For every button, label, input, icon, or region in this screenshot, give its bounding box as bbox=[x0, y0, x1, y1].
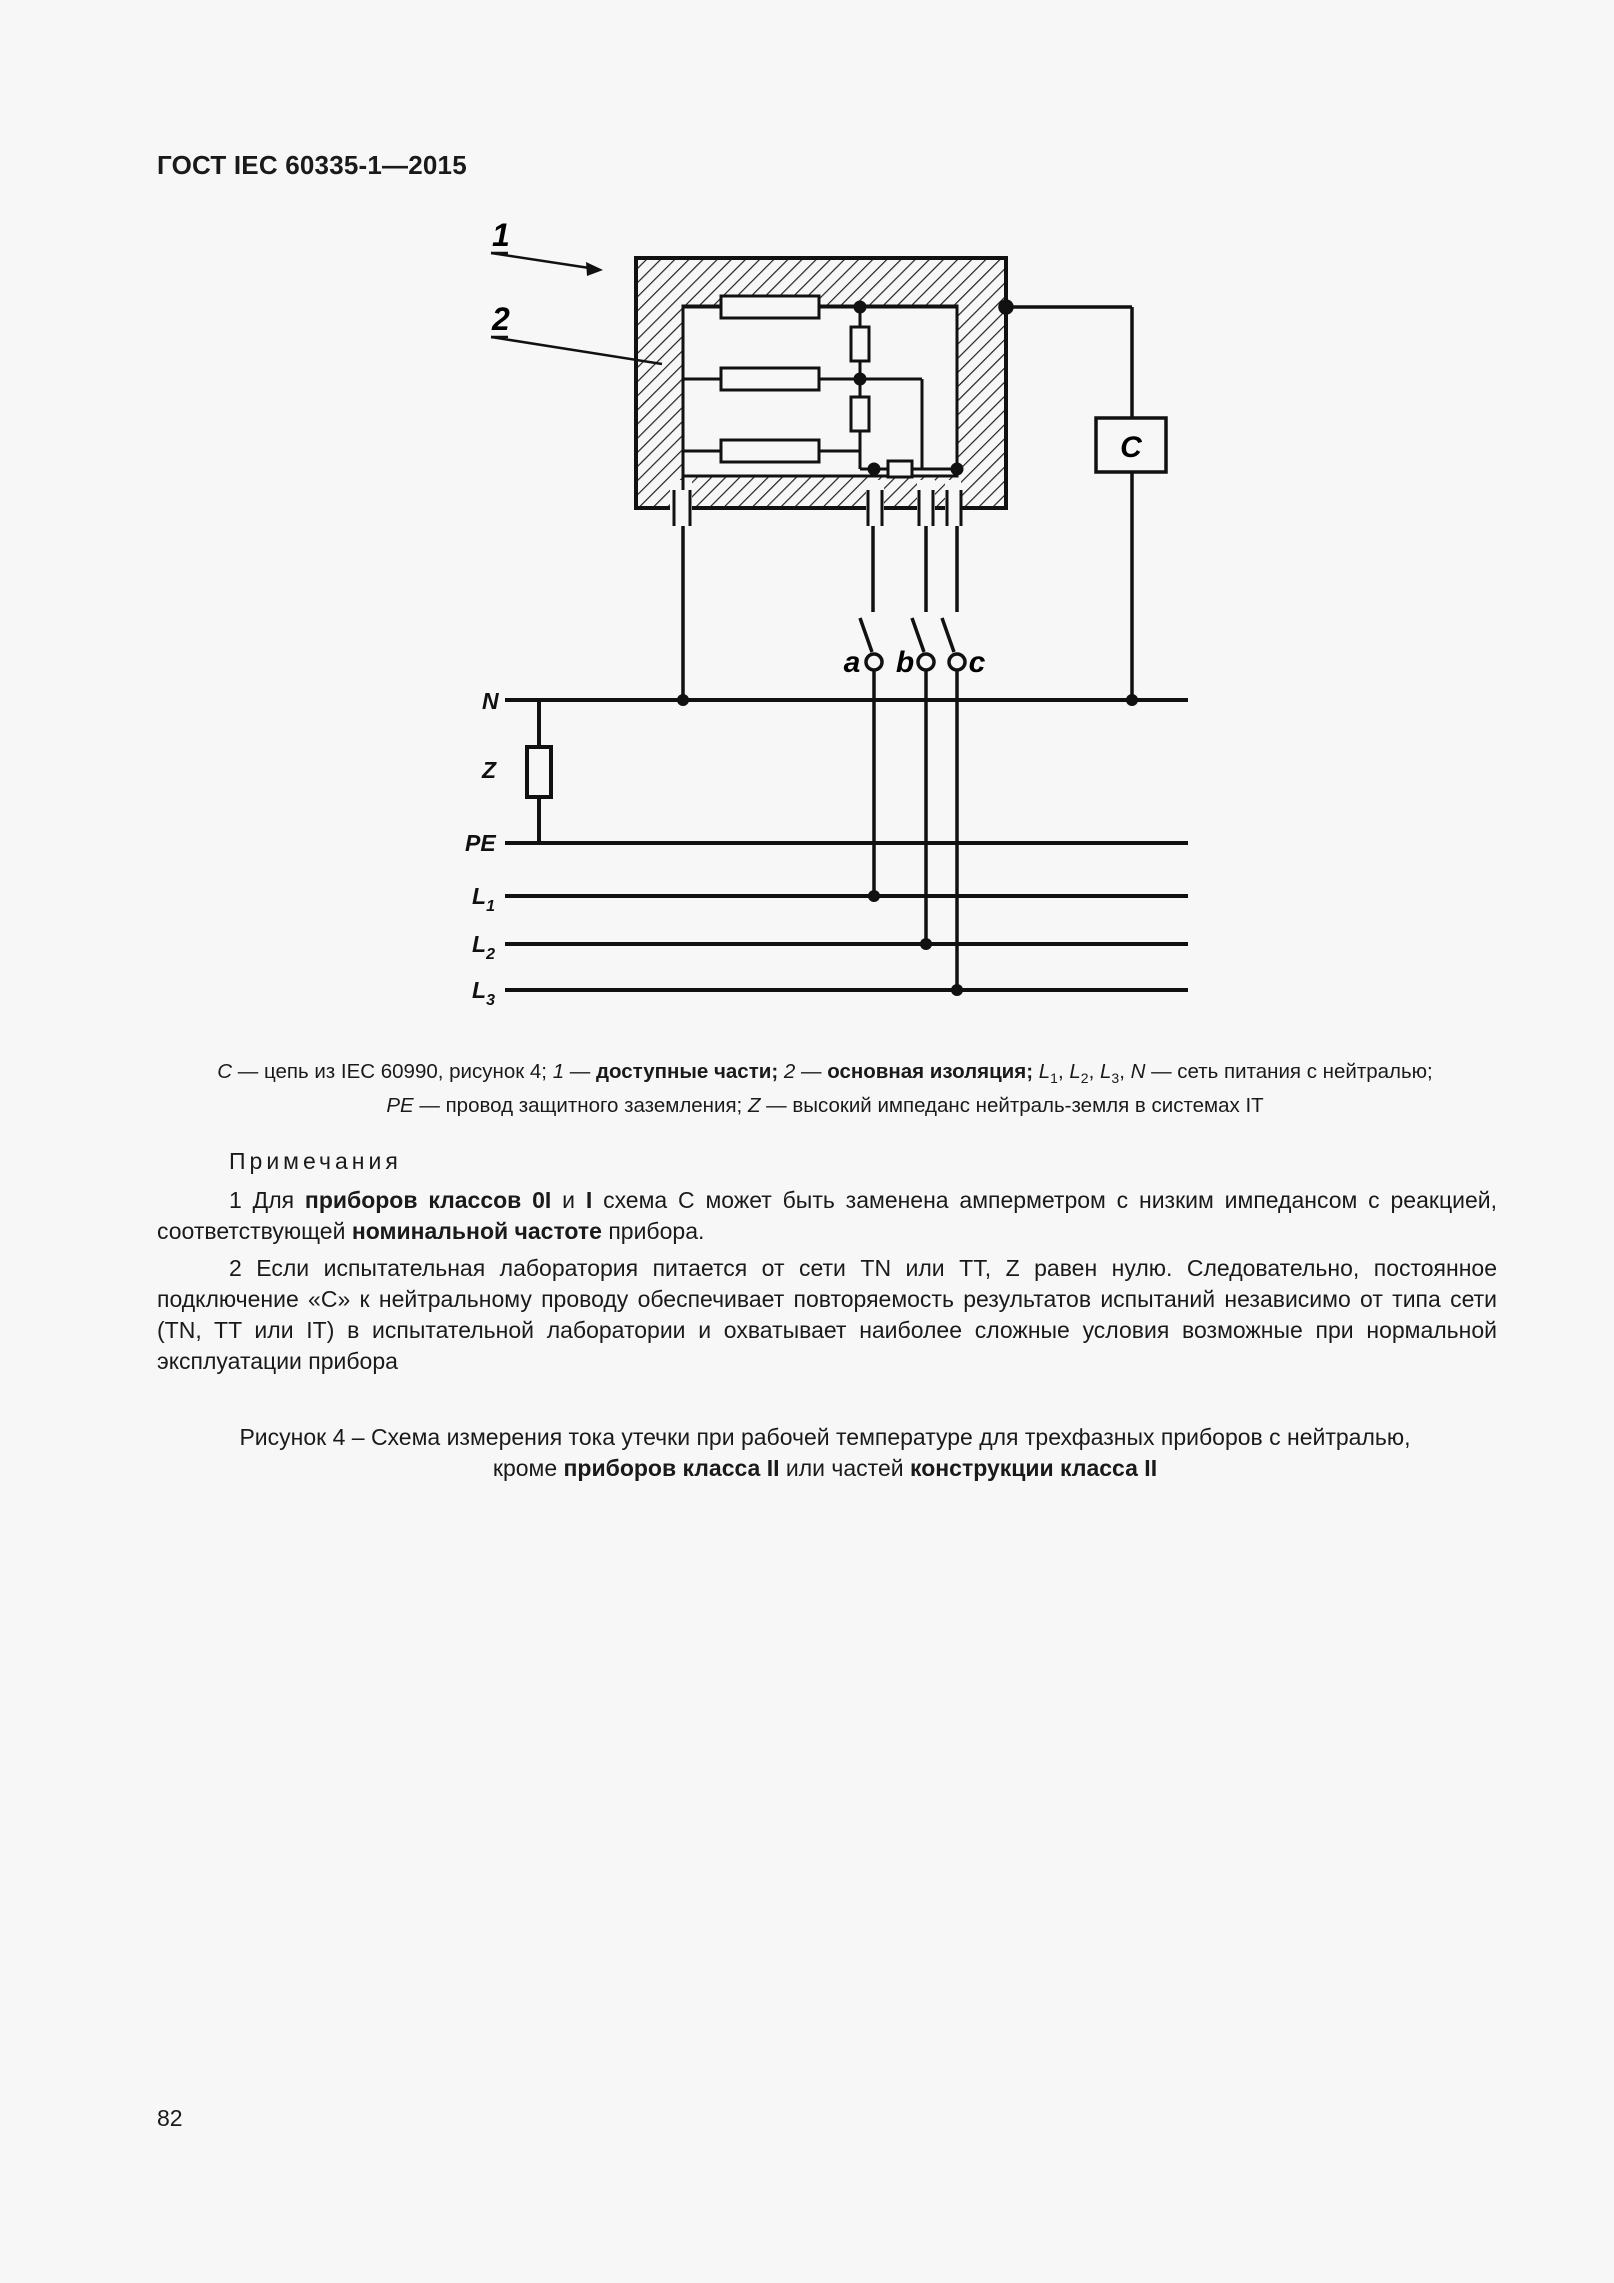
notes-title: Примечания bbox=[229, 1148, 402, 1174]
measuring-circuit bbox=[1000, 301, 1166, 700]
label-basic-insulation: 2 bbox=[492, 301, 510, 337]
note-1: 1 Для приборов классов 0I и I схема С может быть заменена амперметром с низким импедансом с реакцией, соответствующей номинальной частоте прибора. bbox=[157, 1187, 1497, 1244]
appliance-enclosure bbox=[636, 258, 1006, 520]
supply-lines bbox=[505, 700, 1188, 990]
document-header: ГОСТ IEC 60335-1—2015 bbox=[157, 150, 467, 180]
circuit-diagram bbox=[0, 0, 1614, 1040]
pe-label: PE bbox=[465, 830, 496, 856]
l2-label: $L_2$ bbox=[472, 931, 495, 963]
switch-a-label: a bbox=[843, 646, 861, 679]
page-number: 82 bbox=[157, 2105, 183, 2131]
l3-label: $L_3$ bbox=[472, 977, 495, 1009]
note-2: 2 Если испытательная лаборатория питается от сети TN или TT, Z равен нулю. Следовательно, постоянное подключение «С» к нейтральному проводу обеспечивает повторяемость результатов испытаний независимо от типа сети (TN, TT или IT) в испытательной лаборатории и охватывает наиболее сложные условия возможные при нормальной эксплуатации прибора bbox=[157, 1255, 1497, 1374]
figure-legend: C — цепь из IEC 60990, рисунок 4; 1 — доступные части; 2 — основная изоляция; $L_1$, $L_2$, $L_3$, N — сеть питания с нейтралью; PE — провод защитного заземления; Z — высокий импеданс нейтраль-земля в системах IT bbox=[217, 1060, 1433, 1118]
l1-label: $L_1$ bbox=[472, 883, 495, 915]
label-accessible-parts: 1 bbox=[492, 217, 510, 253]
terminal-wiring bbox=[683, 526, 965, 990]
switch-c-label: c bbox=[968, 646, 986, 679]
switch-b-label: b bbox=[895, 646, 915, 679]
meter-label: C bbox=[1120, 431, 1142, 464]
figure-caption: Рисунок 4 – Схема измерения тока утечки при рабочей температуре для трехфазных приборов с нейтралью, кроме приборов класса II или частей конструкции класса II bbox=[239, 1424, 1411, 1481]
impedance-label: Z bbox=[482, 757, 497, 783]
neutral-label: N bbox=[482, 688, 499, 714]
